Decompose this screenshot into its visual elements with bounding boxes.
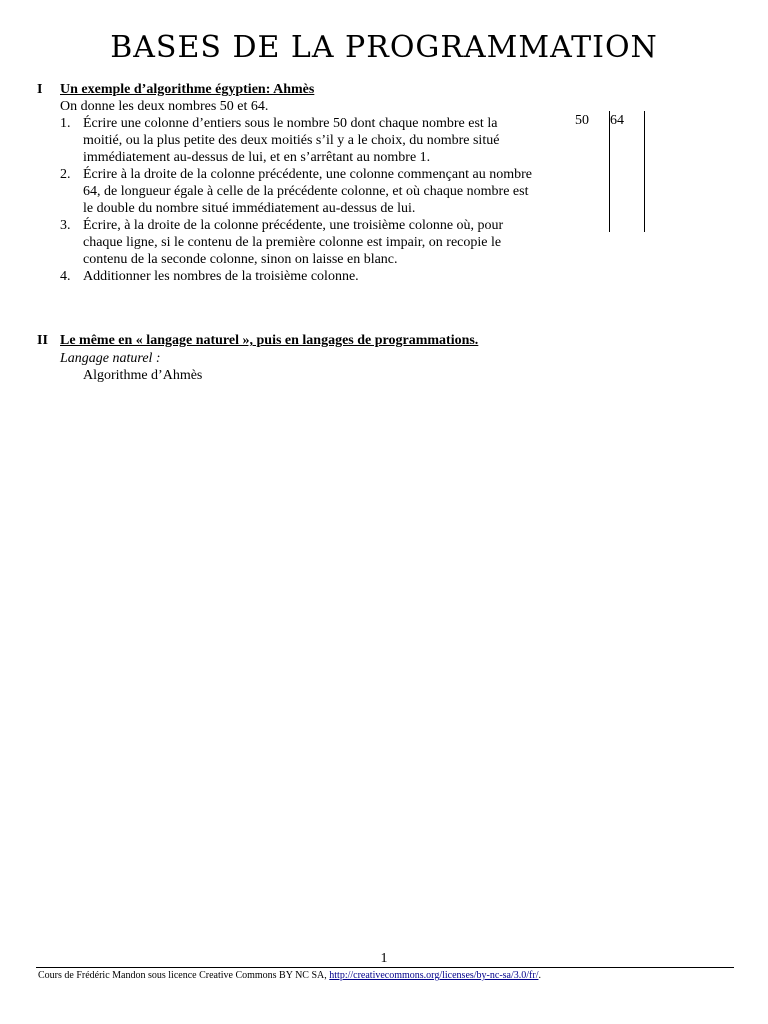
footer-text: Cours de Frédéric Mandon sous licence Creative Commons BY NC SA, (38, 970, 330, 981)
step-text: Additionner les nombres de la troisième colonne. (83, 269, 359, 284)
column-divider (609, 111, 610, 232)
section-1-number: I (37, 82, 43, 97)
step-number: 3. (60, 218, 71, 233)
list-item (60, 115, 535, 166)
step-number: 4. (60, 269, 71, 284)
step-text: Écrire, à la droite de la colonne précédente, une troisième colonne où, pour chaque ligne, si le contenu de la première colonne est impair, on recopie le contenu de la seconde colonne, sinon on laisse en blanc. (83, 218, 504, 267)
list-item (60, 217, 535, 268)
step-number: 2. (60, 167, 71, 182)
footer-license (38, 970, 541, 981)
column-1-header: 50 (575, 113, 589, 128)
page-title: BASES DE LA PROGRAMMATION (110, 30, 658, 65)
section-2-number: II (37, 333, 48, 348)
algorithm-steps-list (60, 115, 535, 285)
natural-language-subheading: Langage naturel : (60, 351, 161, 366)
step-number: 1. (60, 116, 71, 131)
license-link[interactable]: http://creativecommons.org/licenses/by-nc-sa/3.0/fr/ (329, 970, 539, 981)
column-2-header: 64 (610, 113, 624, 128)
step-text: Écrire une colonne d’entiers sous le nombre 50 dont chaque nombre est la moitié, ou la plus petite des deux moitiés s’il y a le choix, du nombre situé immédiatement au-dessus de lui, et en s’arrêtant au nombre 1. (83, 116, 500, 165)
page-number: 1 (380, 951, 388, 966)
step-text: Écrire à la droite de la colonne précédente, une colonne commençant au nombre 64, de longueur égale à celle de la précédente colonne, et où chaque nombre est le double du nombre situé immédiatement au-dessus de lui. (83, 167, 532, 216)
list-item (60, 166, 535, 217)
list-item (60, 268, 535, 285)
algorithm-name: Algorithme d’Ahmès (83, 368, 203, 383)
section-1-title: Un exemple d’algorithme égyptien: Ahmès (60, 82, 315, 97)
section-2-title: Le même en « langage naturel », puis en langages de programmations. (60, 333, 479, 348)
footer-suffix: . (538, 970, 541, 981)
footer-divider (36, 967, 734, 968)
section-1-intro: On donne les deux nombres 50 et 64. (60, 99, 269, 114)
ahmes-columns-table (560, 111, 650, 232)
column-divider (644, 111, 645, 232)
